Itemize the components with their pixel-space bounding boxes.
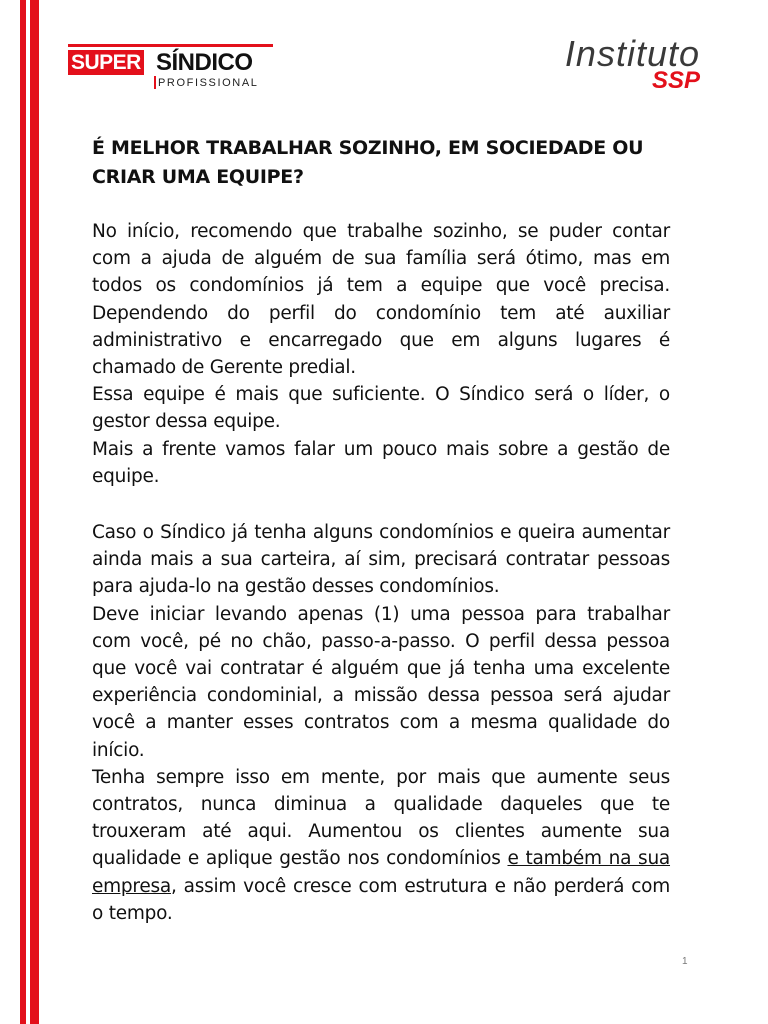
document-body [92, 134, 670, 927]
paragraph: Caso o Síndico já tenha alguns condomínios e queira aumentar ainda mais a sua carteira, aí sim, precisará contratar pessoas para ajuda-lo na gestão desses condomínios. [92, 522, 670, 598]
left-red-stripe-wide [30, 0, 39, 1024]
page-number: 1 [682, 956, 688, 967]
logo-ssp-text: SSP [651, 67, 700, 94]
logo-profissional-text: PROFISSIONAL [158, 77, 259, 89]
paragraph: Essa equipe é mais que suficiente. O Síndico será o líder, o gestor dessa equipe. [92, 384, 670, 433]
logo-top-rule [68, 44, 273, 47]
paragraph-final [92, 764, 670, 927]
super-sindico-logo [68, 44, 274, 92]
instituto-ssp-logo [530, 30, 700, 94]
paragraph: No início, recomendo que trabalhe sozinho, se puder contar com a ajuda de alguém de sua família será ótimo, mas em todos os condomínios já tem a equipe que você precisa. Dependendo do perfil do condomínio tem até auxiliar administrativo e encarregado que em alguns lugares é chamado de Gerente predial. [92, 221, 670, 379]
paragraph-text: Tenha sempre isso em mente, por mais que aumente seus contratos, nunca diminua a qualidade daqueles que te trouxeram até aqui. Aumentou os clientes aumente sua qualidade e aplique gestão nos condomínios [92, 766, 670, 870]
logo-instituto-text: Instituto [564, 33, 700, 74]
paragraph-text: , assim você cresce com estrutura e não perderá com o tempo. [92, 875, 670, 924]
paragraph: Mais a frente vamos falar um pouco mais sobre a gestão de equipe. [92, 438, 670, 487]
paragraph: Deve iniciar levando apenas (1) uma pessoa para trabalhar com você, pé no chão, passo-a-passo. O perfil dessa pessoa que você vai contratar é alguém que já tenha uma excelente experiência condominial, a missão dessa pessoa será ajudar você a manter esses contratos com a mesma qualidade do início. [92, 603, 670, 761]
left-red-stripe [20, 0, 26, 1024]
document-title: É MELHOR TRABALHAR SOZINHO, EM SOCIEDADE OU CRIAR UMA EQUIPE? [92, 137, 644, 188]
logo-super-text: SUPER [68, 50, 144, 75]
logo-sindico-text: SÍNDICO [156, 49, 253, 76]
logo-divider [154, 76, 156, 89]
underlined-phrase: e também na sua empresa [92, 848, 671, 897]
